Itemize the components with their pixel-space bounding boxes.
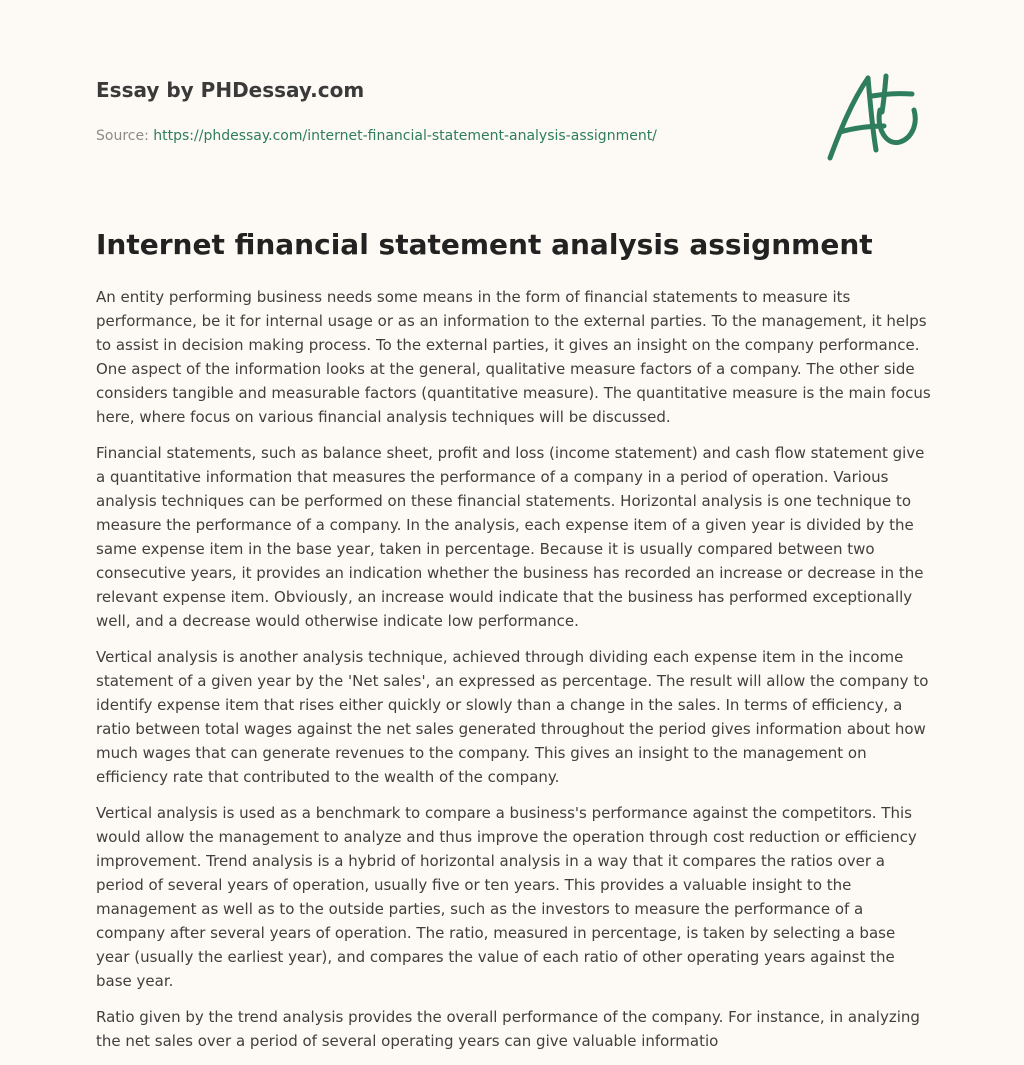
paragraph: An entity performing business needs some means in the form of financial statements to measure its performance, be it for internal usage or as an information to the external parties. To the management, it helps to assist in decision making process. To the external parties, it gives an insight on the company performance. One aspect of the information looks at the general, qualitative measure factors of a company. The other side considers tangible and measurable factors (quantitative measure). The quantitative measure is the main focus here, where focus on various financial analysis techniques will be discussed. xyxy=(96,288,931,426)
essay-header xyxy=(96,76,796,146)
a-plus-logo-icon xyxy=(820,66,932,166)
source-label: Source: xyxy=(96,128,154,144)
essay-title: Internet financial statement analysis assignment xyxy=(96,228,873,261)
paragraph: Vertical analysis is another analysis technique, achieved through dividing each expense item in the income statement of a given year by the 'Net sales', an expressed as percentage. The result will allow the company to identify expense item that rises either quickly or slowly than a change in the sales. In terms of efficiency, a ratio between total wages against the net sales generated throughout the period gives information about how much wages that can generate revenues to the company. This gives an insight to the management on efficiency rate that contributed to the wealth of the company. xyxy=(96,648,929,786)
paragraph: Financial statements, such as balance sheet, profit and loss (income statement) and cash flow statement give a quantitative information that measures the performance of a company in a period of operation. Various analysis techniques can be performed on these financial statements. Horizontal analysis is one technique to measure the performance of a company. In the analysis, each expense item of a given year is divided by the same expense item in the base year, taken in percentage. Because it is usually compared between two consecutive years, it provides an indication whether the business has recorded an increase or decrease in the relevant expense item. Obviously, an increase would indicate that the business has performed exceptionally well, and a decrease would otherwise indicate low performance. xyxy=(96,444,925,630)
paragraph: Vertical analysis is used as a benchmark to compare a business's performance against the competitors. This would allow the management to analyze and thus improve the operation through cost reduction or efficiency improvement. Trend analysis is a hybrid of horizontal analysis in a way that it compares the ratios over a period of several years of operation, usually five or ten years. This provides a valuable insight to the management as well as to the outside parties, such as the investors to measure the performance of a company after several years of operation. The ratio, measured in percentage, is taken by selecting a base year (usually the earliest year), and compares the value of each ratio of other operating years against the base year. xyxy=(96,804,917,990)
essay-body xyxy=(96,285,932,1065)
site-brand: Essay by PHDessay.com xyxy=(96,78,365,102)
source-line xyxy=(96,126,796,146)
source-link[interactable]: https://phdessay.com/internet-financial-statement-analysis-assignment/ xyxy=(153,128,657,144)
paragraph: Ratio given by the trend analysis provides the overall performance of the company. For instance, in analyzing the net sales over a period of several operating years can give valuable informatio xyxy=(96,1008,920,1050)
